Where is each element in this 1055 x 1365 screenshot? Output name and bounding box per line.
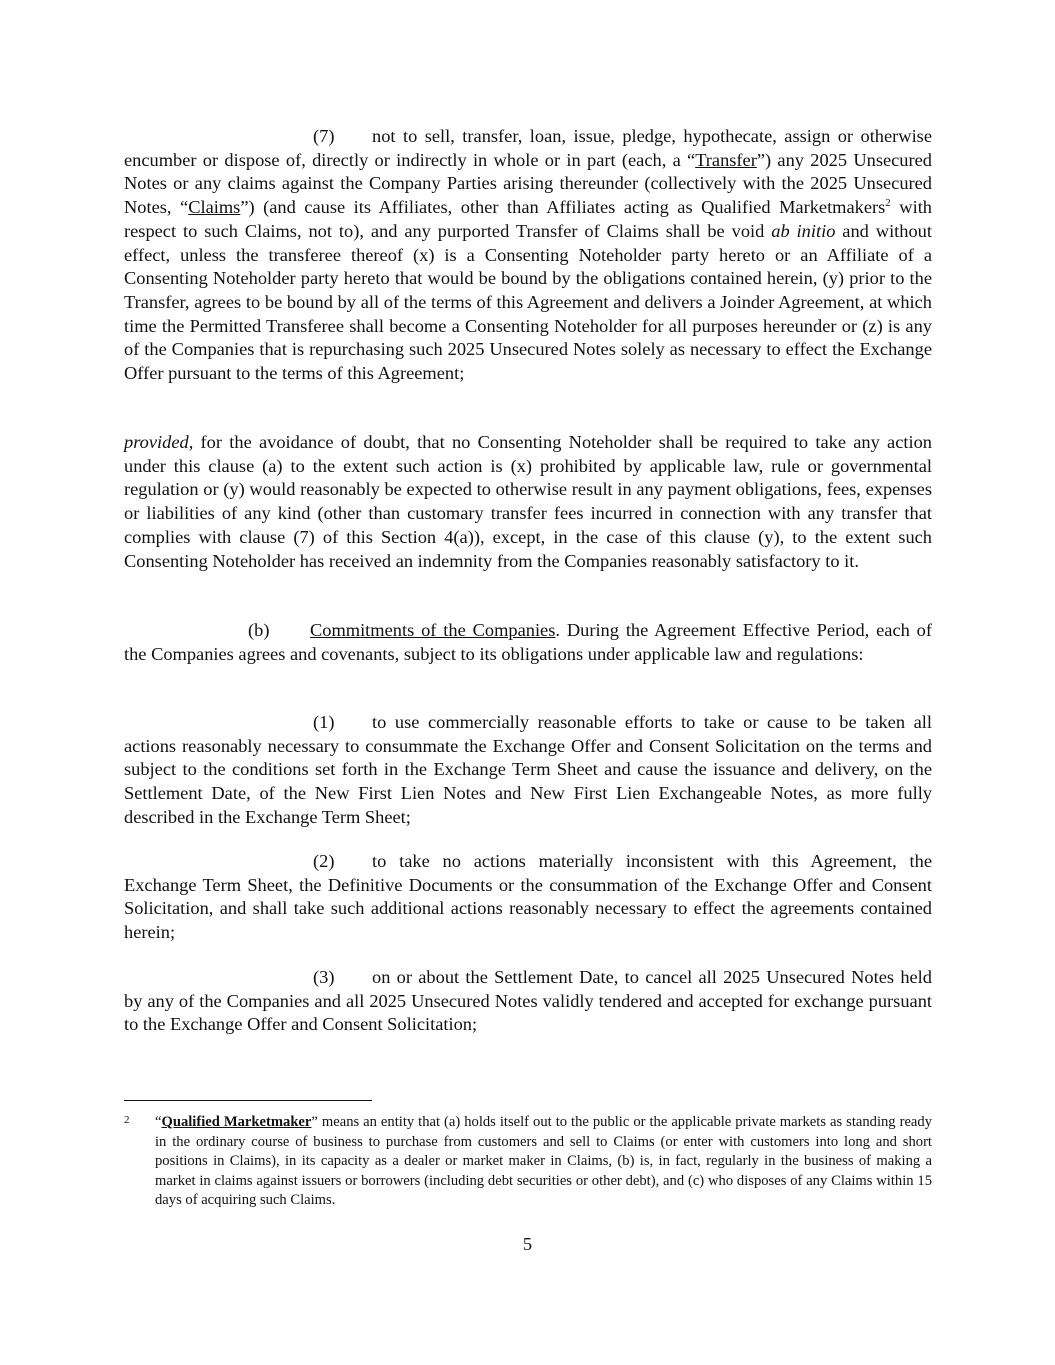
footnote-reference[interactable]: 2 bbox=[885, 197, 891, 210]
clause-7-text-5: and without effect, unless the transferee thereof (x) is a Consenting Noteholder party hereto or an Affiliate of a Consenting Noteholder party hereto that would be bound by the obligations contained herein, (y) prior to the Transfer, agrees to be bound by all of the terms of this Agreement and delivers a Joinder Agreement, at which time the Permitted Transferee shall become a Consenting Noteholder for all purposes hereunder or (z) is any of the Companies that is repurchasing such 2025 Unsecured Notes solely as necessary to effect the Exchange Offer pursuant to the terms of this Agreement; bbox=[124, 220, 932, 384]
footnote-open-quote: “ bbox=[155, 1114, 162, 1130]
defined-term-claims: Claims bbox=[188, 197, 241, 218]
item-2-number: (2) bbox=[313, 851, 335, 871]
defined-term-transfer: Transfer bbox=[695, 149, 757, 170]
section-b-paragraph bbox=[124, 619, 932, 666]
item-1-text: to use commercially reasonable efforts to take or cause to be taken all actions reasonably necessary to consummate the Exchange Offer and Consent Solicitation on the terms and subject to the conditions set forth in the Exchange Term Sheet and cause the issuance and delivery, on the Settlement Date, of the New First Lien Notes and New First Lien Exchangeable Notes, as more fully described in the Exchange Term Sheet; bbox=[124, 712, 932, 827]
footnote-text: ” means an entity that (a) holds itself out to the public or the applicable private markets as standing ready in the ordinary course of business to purchase from customers and sell to Claims (or enter with customers into long and short positions in Claims), in its capacity as a dealer or market maker in Claims, (b) is, in fact, regularly in the business of making a market in claims against issuers or borrowers (including debt securities or other debt), and (c) who disposes of any Claims within 15 days of acquiring such Claims. bbox=[155, 1114, 933, 1209]
clause-7-number: (7) bbox=[313, 126, 335, 146]
clause-7-text-1: not to sell, transfer, loan, issue, pledge, hypothecate, assign or otherwise encumber or dispose of, directly or indirectly in whole or in part (each, a “ bbox=[124, 126, 932, 170]
footnote-defined-term: Qualified Marketmaker bbox=[161, 1114, 312, 1130]
item-3-paragraph bbox=[124, 966, 932, 1037]
clause-7-paragraph bbox=[124, 125, 932, 386]
page-number: 5 bbox=[522, 1234, 533, 1254]
item-3-number: (3) bbox=[313, 967, 335, 987]
footnote bbox=[124, 1113, 932, 1211]
clause-7-text-4: with respect to such Claims, not to), and any purported Transfer of Claims shall be void bbox=[124, 197, 933, 241]
item-2-paragraph bbox=[124, 850, 932, 945]
item-1-number: (1) bbox=[313, 712, 335, 732]
clause-7-italic-ab-initio: ab initio bbox=[771, 220, 836, 241]
footnote-separator bbox=[124, 1100, 372, 1101]
proviso-paragraph bbox=[124, 431, 932, 573]
footnote-number: 2 bbox=[124, 1114, 130, 1126]
proviso-italic: provided bbox=[124, 432, 189, 452]
proviso-text: , for the avoidance of doubt, that no Consenting Noteholder shall be required to take any action under this clause (a) to the extent such action is (x) prohibited by applicable law, rule or governmental regulation or (y) would reasonably be expected to otherwise result in any payment obligations, fees, expenses or liabilities of any kind (other than customary transfer fees incurred in connection with any transfer that complies with clause (7) of this Section 4(a)), except, in the case of this clause (y), to the extent such Consenting Noteholder has received an indemnity from the Companies reasonably satisfactory to it. bbox=[124, 432, 932, 571]
clause-7-text-3: ”) (and cause its Affiliates, other than Affiliates acting as Qualified Marketmakers bbox=[240, 197, 886, 218]
section-b-heading: Commitments of the Companies bbox=[310, 620, 556, 640]
clause-7-text-2: ”) any 2025 Unsecured Notes or any claims against the Company Parties arising thereunder (collectively with the 2025 Unsecured Notes, “ bbox=[124, 149, 932, 218]
item-3-text: on or about the Settlement Date, to cancel all 2025 Unsecured Notes held by any of the Companies and all 2025 Unsecured Notes validly tendered and accepted for exchange pursuant to the Exchange Offer and Consent Solicitation; bbox=[124, 967, 932, 1035]
item-2-text: to take no actions materially inconsistent with this Agreement, the Exchange Term Sheet, the Definitive Documents or the consummation of the Exchange Offer and Consent Solicitation, and shall take such additional actions reasonably necessary to effect the agreements contained herein; bbox=[124, 851, 932, 943]
item-1-paragraph bbox=[124, 711, 932, 830]
footnote-body bbox=[155, 1113, 932, 1211]
section-b-text: . During the Agreement Effective Period, each of the Companies agrees and covenants, subject to its obligations under applicable law and regulations: bbox=[124, 620, 932, 664]
section-b-number: (b) bbox=[248, 620, 270, 640]
